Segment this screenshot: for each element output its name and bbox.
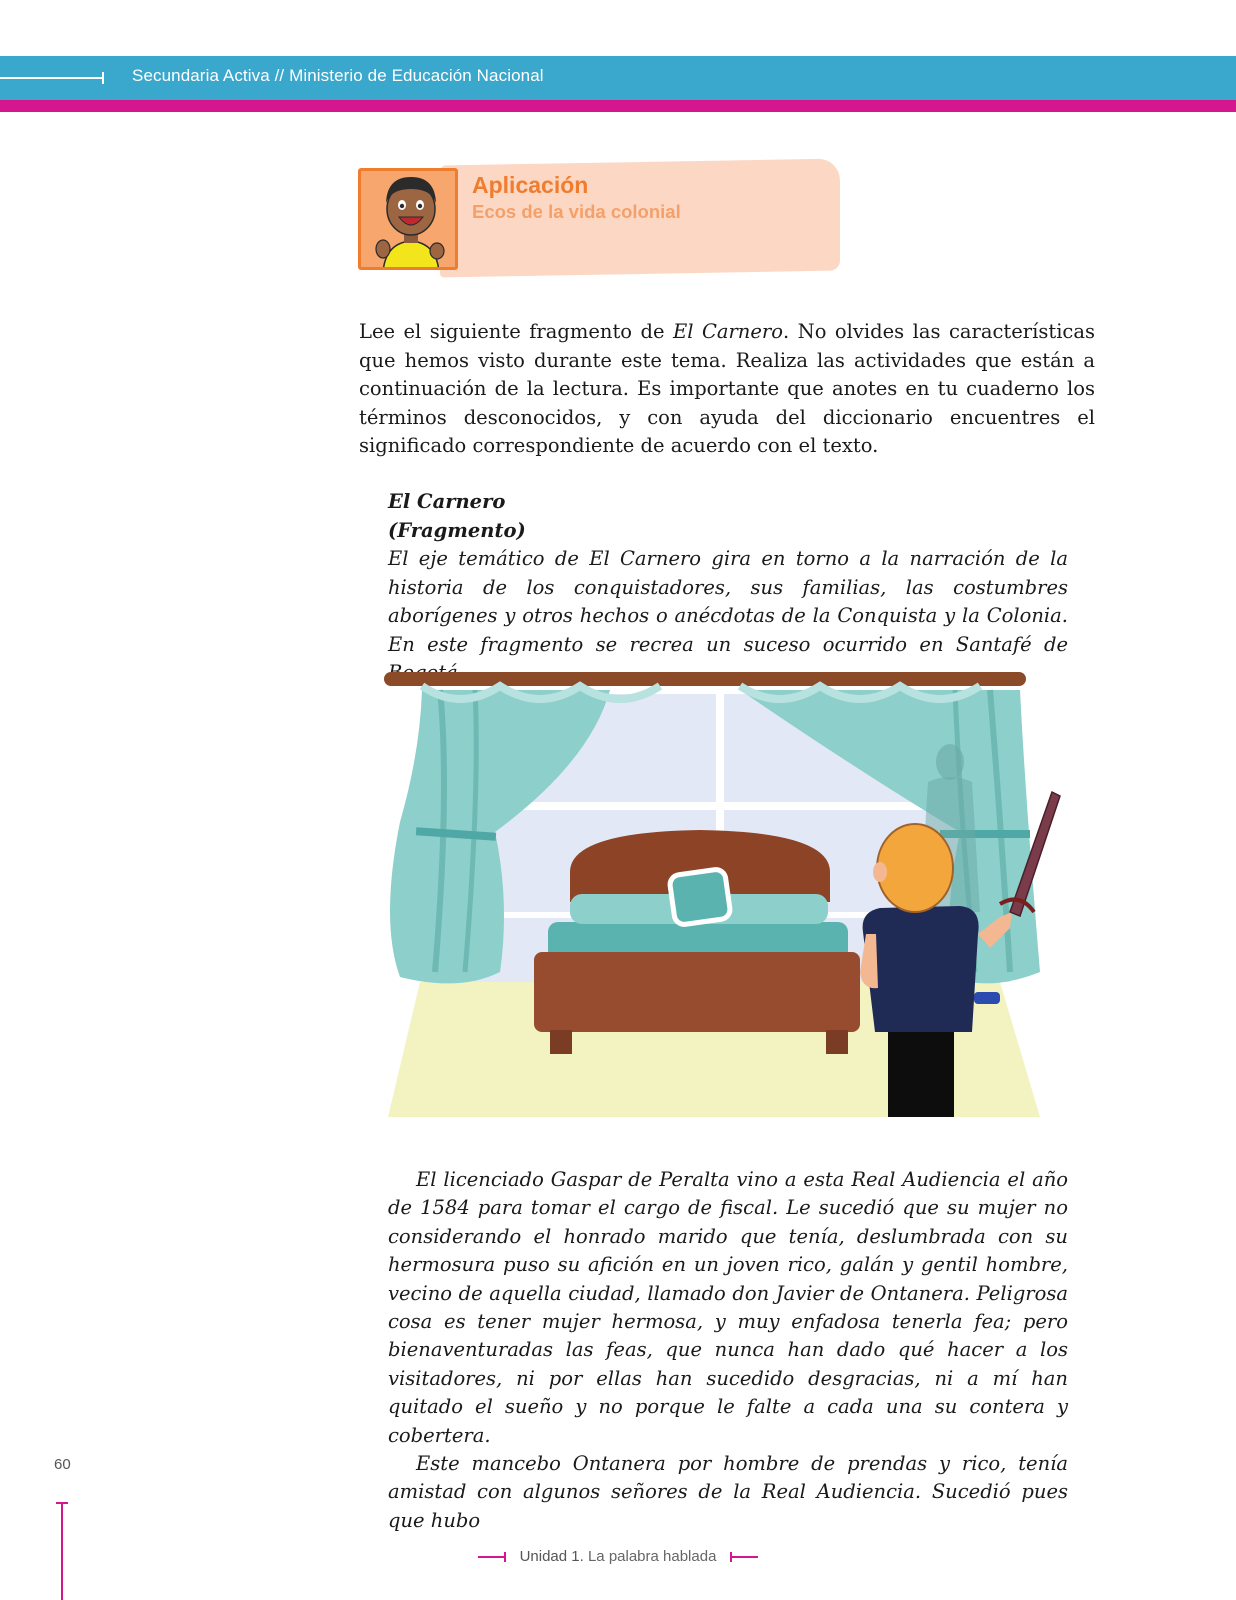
story-paragraph-2: Este mancebo Ontanera por hombre de prendas y rico, tenía amistad con algunos señores de la Real Audiencia. Sucedió pues que hubo: [388, 1452, 1068, 1532]
story-paragraph-1: El licenciado Gaspar de Peralta vino a esta Real Audiencia el año de 1584 para tomar el cargo de fiscal. Le sucedió que su mujer no considerando el honrado marido que tenía, deslumbrada con su hermosura puso su afición en un joven rico, galán y gentil hombre, vecino de aquella ciudad, llamado don Javier de Ontanera. Peligrosa cosa es tener mujer hermosa, y muy enfadosa tenerla fea; pero bienaventuradas las feas, que nunca han dado qué hacer a los visitadores, ni por ellas han sucedido desgracias, ni a mí han quitado el sueño y no porque le falte a cada una su contera y cobertera.: [388, 1168, 1068, 1447]
bedroom-illustration: [360, 672, 1080, 1122]
intro-paragraph: [359, 318, 1095, 461]
intro-text-before: Lee el siguiente fragmento de: [359, 320, 673, 343]
fragment-label: (Fragmento): [388, 518, 526, 542]
intro-text-after: . No olvides las características que hemos visto durante este tema. Realiza las actividades que están a continuación de la lectura. Es importante que anotes en tu cuaderno los términos desconocidos, y con ayuda del diccionario encuentres el significado correspondiente de acuerdo con el texto.: [359, 320, 1095, 457]
footer-rule-left: [478, 1556, 506, 1558]
fragment-description: El eje temático de El Carnero gira en torno a la narración de la historia de los conquistadores, sus familias, las costumbres aborígenes y otros hechos o anécdotas de la Conquista y la Colonia. En este fragmento se recrea un suceso ocurrido en Santafé de: [388, 547, 1068, 656]
fragment-header: [388, 488, 1068, 688]
footer-unit: Unidad 1.: [519, 1548, 584, 1565]
story-text: [388, 1166, 1068, 1535]
student-character-icon: [358, 168, 458, 270]
fragment-title: El Carnero: [388, 490, 506, 513]
footer-topic: La palabra hablada: [583, 1548, 717, 1565]
footer-rule-right: [730, 1556, 758, 1558]
header-accent-stripe: [0, 100, 1236, 112]
intro-work-title: El Carnero: [673, 320, 783, 343]
page-number: 60: [54, 1456, 71, 1473]
section-title: Aplicación: [472, 172, 589, 198]
footer: [0, 1548, 1236, 1565]
section-subtitle: Ecos de la vida colonial: [472, 201, 681, 222]
header-title: Secundaria Activa // Ministerio de Educación Nacional: [132, 66, 544, 85]
header-rule: [0, 77, 104, 79]
